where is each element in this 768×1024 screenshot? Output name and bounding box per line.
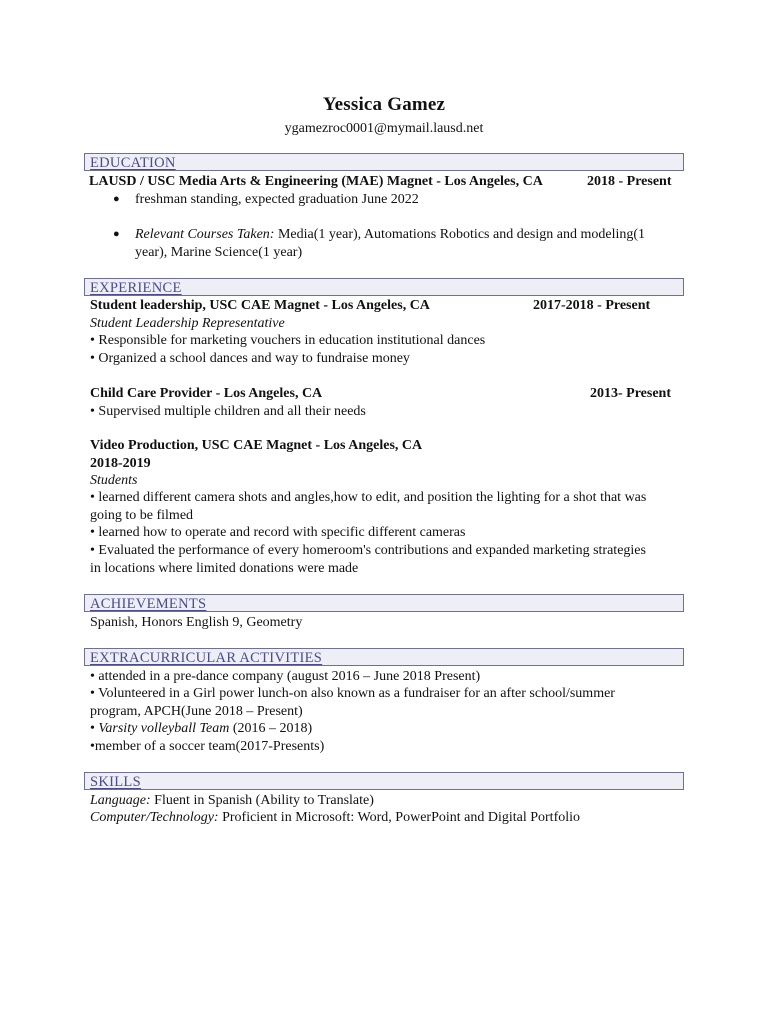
experience-heading: EXPERIENCE [84,278,684,296]
achievements-heading: ACHIEVEMENTS [84,594,684,612]
achievements-text: Spanish, Honors English 9, Geometry [90,615,303,630]
bullet-icon: ● [113,228,120,240]
courses-line1: Media(1 year), Automations Robotics and design and modeling(1 [274,227,646,242]
applicant-email: ygamezroc0001@mymail.lausd.net [284,121,484,136]
education-courses [135,226,645,243]
activity-item: • Volunteered in a Girl power lunch-on also known as a fundraiser for an after school/summer [90,686,615,701]
education-heading: EDUCATION [84,153,684,171]
activity-item: • attended in a pre-dance company (august 2016 – June 2018 Present) [90,669,481,684]
job-title: Student leadership, USC CAE Magnet - Los Angeles, CA [90,298,430,313]
job-title: Child Care Provider - Los Angeles, CA [90,386,323,401]
bullet-icon: ● [113,193,120,205]
job-bullet: • Responsible for marketing vouchers in education institutional dances [90,333,486,348]
job-bullet: • Organized a school dances and way to fundraise money [90,351,410,366]
job-bullet: in locations where limited donations were made [90,561,359,576]
job-role: Students [90,473,138,488]
job-bullet: • learned how to operate and record with specific different cameras [90,525,466,540]
education-school: LAUSD / USC Media Arts & Engineering (MAE) Magnet - Los Angeles, CA [89,174,543,189]
skill-language: Language: Fluent in Spanish (Ability to Translate) [90,793,374,808]
job-bullet: • learned different camera shots and angles,how to edit, and position the lighting for a shot that was [90,490,647,505]
education-bullet-standing: freshman standing, expected graduation June 2022 [135,192,419,207]
courses-label: Relevant Courses Taken: [135,227,275,242]
activity-item: • Varsity volleyball Team (2016 – 2018) [90,721,313,736]
skill-computer: Computer/Technology: Proficient in Microsoft: Word, PowerPoint and Digital Portfolio [90,810,581,825]
applicant-name: Yessica Gamez [322,94,446,115]
education-dates: 2018 - Present [587,174,672,189]
activity-item-cont: program, APCH(June 2018 – Present) [90,704,303,719]
activity-item: •member of a soccer team(2017-Presents) [90,739,325,754]
job-dates: 2013- Present [590,386,671,401]
job-dates: 2017-2018 - Present [533,298,651,313]
job-bullet: • Supervised multiple children and all their needs [90,404,366,419]
extracurricular-heading: EXTRACURRICULAR ACTIVITIES [84,648,684,666]
job-title: Video Production, USC CAE Magnet - Los Angeles, CA [90,438,423,453]
job-role: Student Leadership Representative [90,316,285,331]
job-bullet: • Evaluated the performance of every homeroom's contributions and expanded marketing strategies [90,543,646,558]
courses-line2: year), Marine Science(1 year) [135,245,303,260]
skills-heading: SKILLS [84,772,684,790]
job-dates: 2018-2019 [90,456,151,471]
job-bullet: going to be filmed [90,508,194,523]
